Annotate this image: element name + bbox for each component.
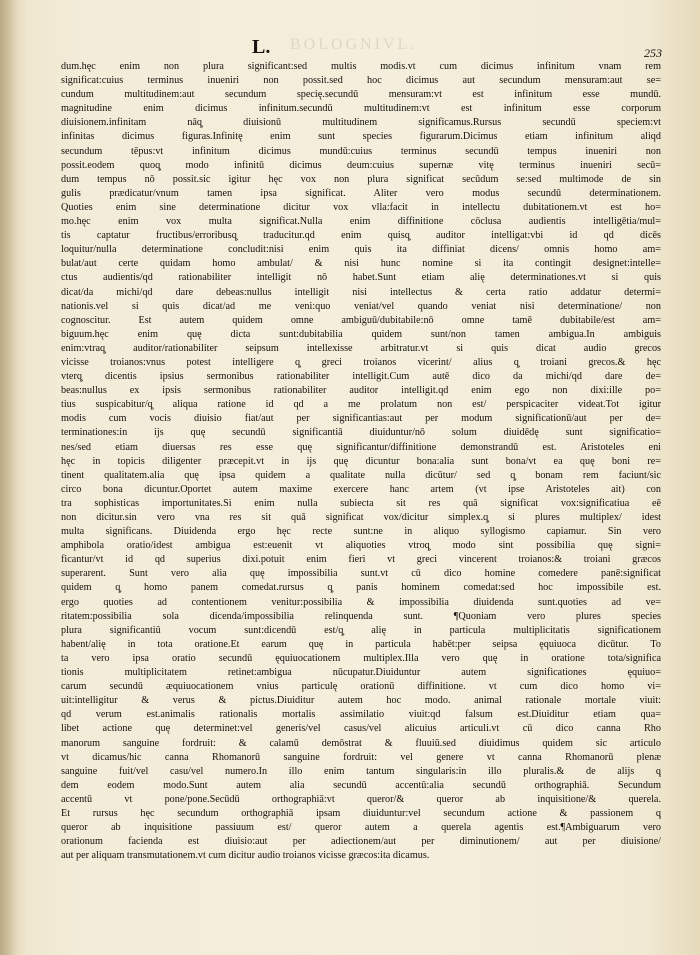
text-line: plura significantiū vocum sunt:dicendū est/q̧ alię in particula multiplicitatis significationem xyxy=(61,624,661,636)
running-head: L. xyxy=(252,36,271,58)
text-line: ergo quoties ad contentionem venitur:possibilia & impossibilia diuidenda sunt.quoties ad ve= xyxy=(61,596,661,608)
text-line: accentū vt pone/pone.Secūdū orthographiā:vt queror/& queror ab inquisitione/& querela. xyxy=(61,793,661,805)
text-line: bulat/aut certe quidam homo ambulat/ & nisi hunc nomine si ita contingit designet:intelle= xyxy=(61,258,661,270)
bleed-through-text: BOLOGNIVL. xyxy=(290,36,418,53)
text-line: sanguine fuit/vel casu/vel numero.In illo enim tantum singularis:in illo pluralis.& de alijs q̧ xyxy=(61,765,661,777)
text-line: ctus audientis/qd rationabiliter intelligit nō habet.Sunt etiam alię determinationes.vt si quis xyxy=(61,272,661,284)
text-line: dicat/da michi/qd dare debeas:nullus intelligit nisi intellectus & certa ratio addatur determi= xyxy=(61,286,661,298)
text-line: quidem q̧ homo panem comedat.rursus q̧ panis hominem comedat:sed hoc impossibile est. xyxy=(61,582,661,594)
text-line: queror ab inquisitione passiuum est/ queror autem a querela agentis est.¶Ambiguarum vero xyxy=(61,822,661,834)
text-line: ta vero ipsa oratio secundū ęquiuocationem multiplex.Illa vero quę in oratione tota/significa xyxy=(61,652,661,664)
text-line: habent/alię in tota oratione.Et earum quę in particula habēt:per seipsa ęquiuoca dicūtur. To xyxy=(61,638,661,650)
text-line: biguum.hęc enim quę dicta sunt:dubitabilia quidem sunt/non tamen ambigua.In ambiguis xyxy=(61,328,661,340)
text-line: magnitudine enim dicimus infinitum.secundū multitudinem:vt est infinitum esse corporum xyxy=(61,103,661,115)
text-line: possit.eodem quoq̧ modo infinitū dicimus deum:cuius supernæ vitę terminus inueniri secū= xyxy=(61,159,661,171)
text-line: terminationes:in ijs quę secundū significantiā diuiduntur/nō solum diuidēdę sunt significatio= xyxy=(61,427,661,439)
text-line: libet actione quę determinet:vel generis/vel casus/vel alicuius articuli.vt cū dico canna Rho xyxy=(61,723,661,735)
text-line: dum tempus nō possit.sic igitur hęc vox non plura significat secūdum se:sed multimode de sin xyxy=(61,173,661,185)
text-line: tra sophisticas importunitates.Si enim nulla subiecta sit res quā significat vox:significatiua eē xyxy=(61,497,661,509)
text-line: orationum facienda est diuisio:aut per adiectionem/aut per diminutionem/ aut per diuisione/ xyxy=(61,836,661,848)
text-line: multa significans. Diuidenda ergo hęc recte sunt:ne in aliquo syllogismo capiamur. Sin vero xyxy=(61,526,661,538)
text-line: ficantur/vt id qd superius dixi.potuit enim fieri vt greci vincerent troianos:& troiani græcos xyxy=(61,554,661,566)
text-line: circo bona dicuntur.Oportet autem maxime exercere hanc artem (vt ipse Aristoteles ait) con xyxy=(61,483,661,495)
text-line: cundum multitudinem:aut secundum specię.secundū mensuram:vt est infinitum esse mundū. xyxy=(61,89,661,101)
text-line: vt dicamus/hic canna Rhomanorū sanguine fordruit: vel genere vt canna Rhomanorū plenæ xyxy=(61,751,661,763)
text-line: significat:cuius terminus inueniri non possit.sed hoc dicimus aut secundum mensuram:aut se= xyxy=(61,75,661,87)
text-line: modis cum vocis diuisio fiat/aut per significantias:aut per modum significationū/aut per de= xyxy=(61,413,661,425)
text-line: Et rursus hęc secundum orthographiā ipsam diuiduntur:vel secundum actione & passionem q̧ xyxy=(61,807,661,819)
text-line: enim:vtraq̧ auditor/rationabiliter seipsum intellexisse arbitratur.vt si quis dicat audio grecos xyxy=(61,342,661,354)
text-line: amphibola oratio/idest ambigua est:euenit vt aliquoties vtroq̧ modo sint possibilia quę signi= xyxy=(61,540,661,552)
text-line: tionis multiplicitatem retinet:ambigua nūcupatur.Diuiduntur autem significationes ęquiuo= xyxy=(61,667,661,679)
text-line: loquitur/nulla determinatione concludit:nisi enim quis ita diffiniat dicens/ omnis homo am= xyxy=(61,244,661,256)
text-line: dem eodem modo.Sunt autem alia secundū accentū:alia secundū orthographiā. Secundum xyxy=(61,779,661,791)
text-line: infinitas dicimus figuras.Infinitę enim sunt species figurarum.Dicimus etiam infinitum aliqd xyxy=(61,131,661,143)
text-line: aut per aliquam transmutationem.vt cum dicitur audio troianos vicisse græcos:ita dicamus. xyxy=(61,850,430,862)
text-line: nationis.vel si quis dicat/ad me veni:quo veniat/vel quando veniat nisi determinatione/ non xyxy=(61,300,661,312)
text-line: Quoties enim sine determinatione dicitur vox vlla:facit in intellectu dubitationem.vt est ho= xyxy=(61,201,661,213)
text-line: cognoscitur. Est autem quidem omne ambiguū/dubitabile:nō omne tamē dubitabile/est am= xyxy=(61,314,661,326)
text-line: beas:nullus ex ipsis sermonibus rationabiliter auditor intelligit.qd enim ego non dixi:ille po= xyxy=(61,385,661,397)
text-line: hęc in topicis diligenter præcepit.vt in ijs quę dicuntur bona:alia sunt bona/vt ea quę boni re= xyxy=(61,455,661,467)
text-line: mo.hęc enim vox multa significat.Nulla enim diffinitione cōclusa audientis intelligētia/mul= xyxy=(61,216,661,228)
text-line: vicisse troianos:vnus potest intelligere q̧ greci troianos vicerint/ alius q̧ troiani grecos.& hęc xyxy=(61,356,661,368)
text-line: manorum sanguine fordruit: & calamū demōstrat & fluuiū.sed diuidimus quidem sic articulo xyxy=(61,737,661,749)
body-text-block xyxy=(61,60,661,863)
text-line: tinent qualitatem.alia quę ipsa quidem a qualitate nulla dicūtur/ sed q̧ bonam rem faciunt/sic xyxy=(61,469,661,481)
text-line: tis captatur fructibus/erroribusq̧ traducitur.qd enim quisq̧ auditor intelligat:vbi id qd dicēs xyxy=(61,230,661,242)
text-line: tius suspicabitur/q̧ aliqua ratione id qd a me prolatum non est/ perspicaciter videat.Tot igitur xyxy=(61,399,661,411)
text-line: vterq̧ dicentis ipsius sermonibus rationabiliter intelligit.Cum autē dico da michi/qd dare de= xyxy=(61,371,661,383)
text-line: superarent. Sunt vero alia quę impossibilia sunt.vt cū dico homine comedere panē:significat xyxy=(61,568,661,580)
text-line: gulis prædicatur/vnum tamen ipsa significat. Aliter vero modus secundū determinationem. xyxy=(61,187,661,199)
text-line: diuisionem.infinitam nāq̧ diuisionū multitudinem significamus.Rursus secundū speciem:vt xyxy=(61,117,661,129)
text-line: uit:intelligitur & verus & pictus.Diuiditur autem hoc modo. animal rationale mortale viuit: xyxy=(61,695,661,707)
gutter-shadow xyxy=(0,0,18,955)
text-line: carum secundū æquiuocationem vnius particulę orationū diffinitione. vt cum dico homo vi= xyxy=(61,681,661,693)
text-line: qd verum est.animalis rationalis mortalis assimilatio viuit:qd falsum est.Diuiditur etiam qua= xyxy=(61,709,661,721)
folio-number: 253 xyxy=(644,46,662,60)
text-line: nes/sed etiam diuersas res esse quę significantur/diffinitione demonstrandū est. Aristoteles eni xyxy=(61,441,661,453)
text-line: dum.hęc enim non plura significant:sed multis modis.vt cum dicimus infinitum vnam rem xyxy=(61,61,661,72)
text-line: non dicitur.sin vero vna res sit quā significat vox/dicitur simplex.q̧ si plures multiplex/ idest xyxy=(61,512,661,523)
text-line: secundum tēpus:vt infinitum dicimus mundū:cuius terminus secundū tempus inueniri non xyxy=(61,145,661,157)
text-line: ritatem:possibilia sola dicenda/impossibilia relinquenda sunt. ¶Quoniam vero plures species xyxy=(61,610,661,622)
